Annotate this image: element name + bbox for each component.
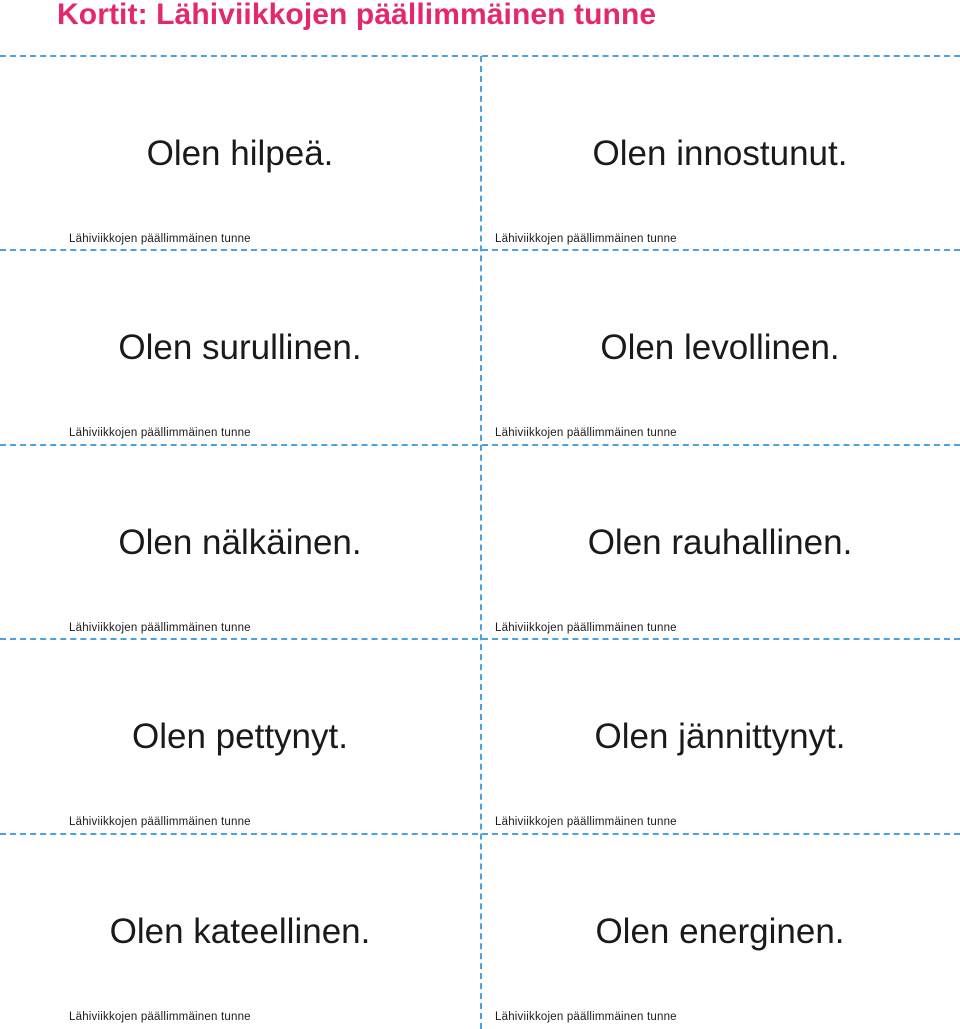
card-text: Olen pettynyt. — [132, 717, 348, 757]
card-text: Olen nälkäinen. — [118, 522, 362, 562]
card-footer: Lähiviikkojen päällimmäinen tunne — [69, 816, 251, 829]
card-text: Olen hilpeä. — [146, 134, 334, 173]
card-footer: Lähiviikkojen päällimmäinen tunne — [495, 621, 677, 634]
card-serene — [480, 250, 960, 444]
card-disappointed — [0, 639, 480, 833]
card-footer: Lähiviikkojen päällimmäinen tunne — [495, 233, 677, 245]
card-happy — [0, 56, 480, 250]
card-grid — [0, 56, 960, 1028]
card-text: Olen energinen. — [595, 911, 845, 951]
page-title: Kortit: Lähiviikkojen päällimmäinen tunne — [57, 0, 657, 31]
card-text: Olen levollinen. — [600, 328, 840, 368]
card-footer: Lähiviikkojen päällimmäinen tunne — [495, 816, 677, 829]
card-text: Olen rauhallinen. — [587, 522, 853, 562]
card-nervous — [480, 639, 960, 833]
card-calm — [480, 445, 960, 639]
card-footer: Lähiviikkojen päällimmäinen tunne — [69, 621, 251, 634]
card-footer: Lähiviikkojen päällimmäinen tunne — [495, 1010, 677, 1023]
card-hungry — [0, 445, 480, 639]
card-footer: Lähiviikkojen päällimmäinen tunne — [495, 427, 677, 440]
card-text: Olen surullinen. — [118, 328, 362, 368]
card-footer: Lähiviikkojen päällimmäinen tunne — [69, 1010, 251, 1023]
card-sad — [0, 250, 480, 444]
card-text: Olen kateellinen. — [109, 911, 371, 951]
card-energetic — [480, 834, 960, 1028]
card-footer: Lähiviikkojen päällimmäinen tunne — [69, 427, 251, 440]
card-jealous — [0, 834, 480, 1028]
card-footer: Lähiviikkojen päällimmäinen tunne — [69, 233, 251, 245]
card-text: Olen innostunut. — [592, 134, 848, 173]
card-text: Olen jännittynyt. — [594, 717, 846, 757]
card-excited — [480, 56, 960, 250]
